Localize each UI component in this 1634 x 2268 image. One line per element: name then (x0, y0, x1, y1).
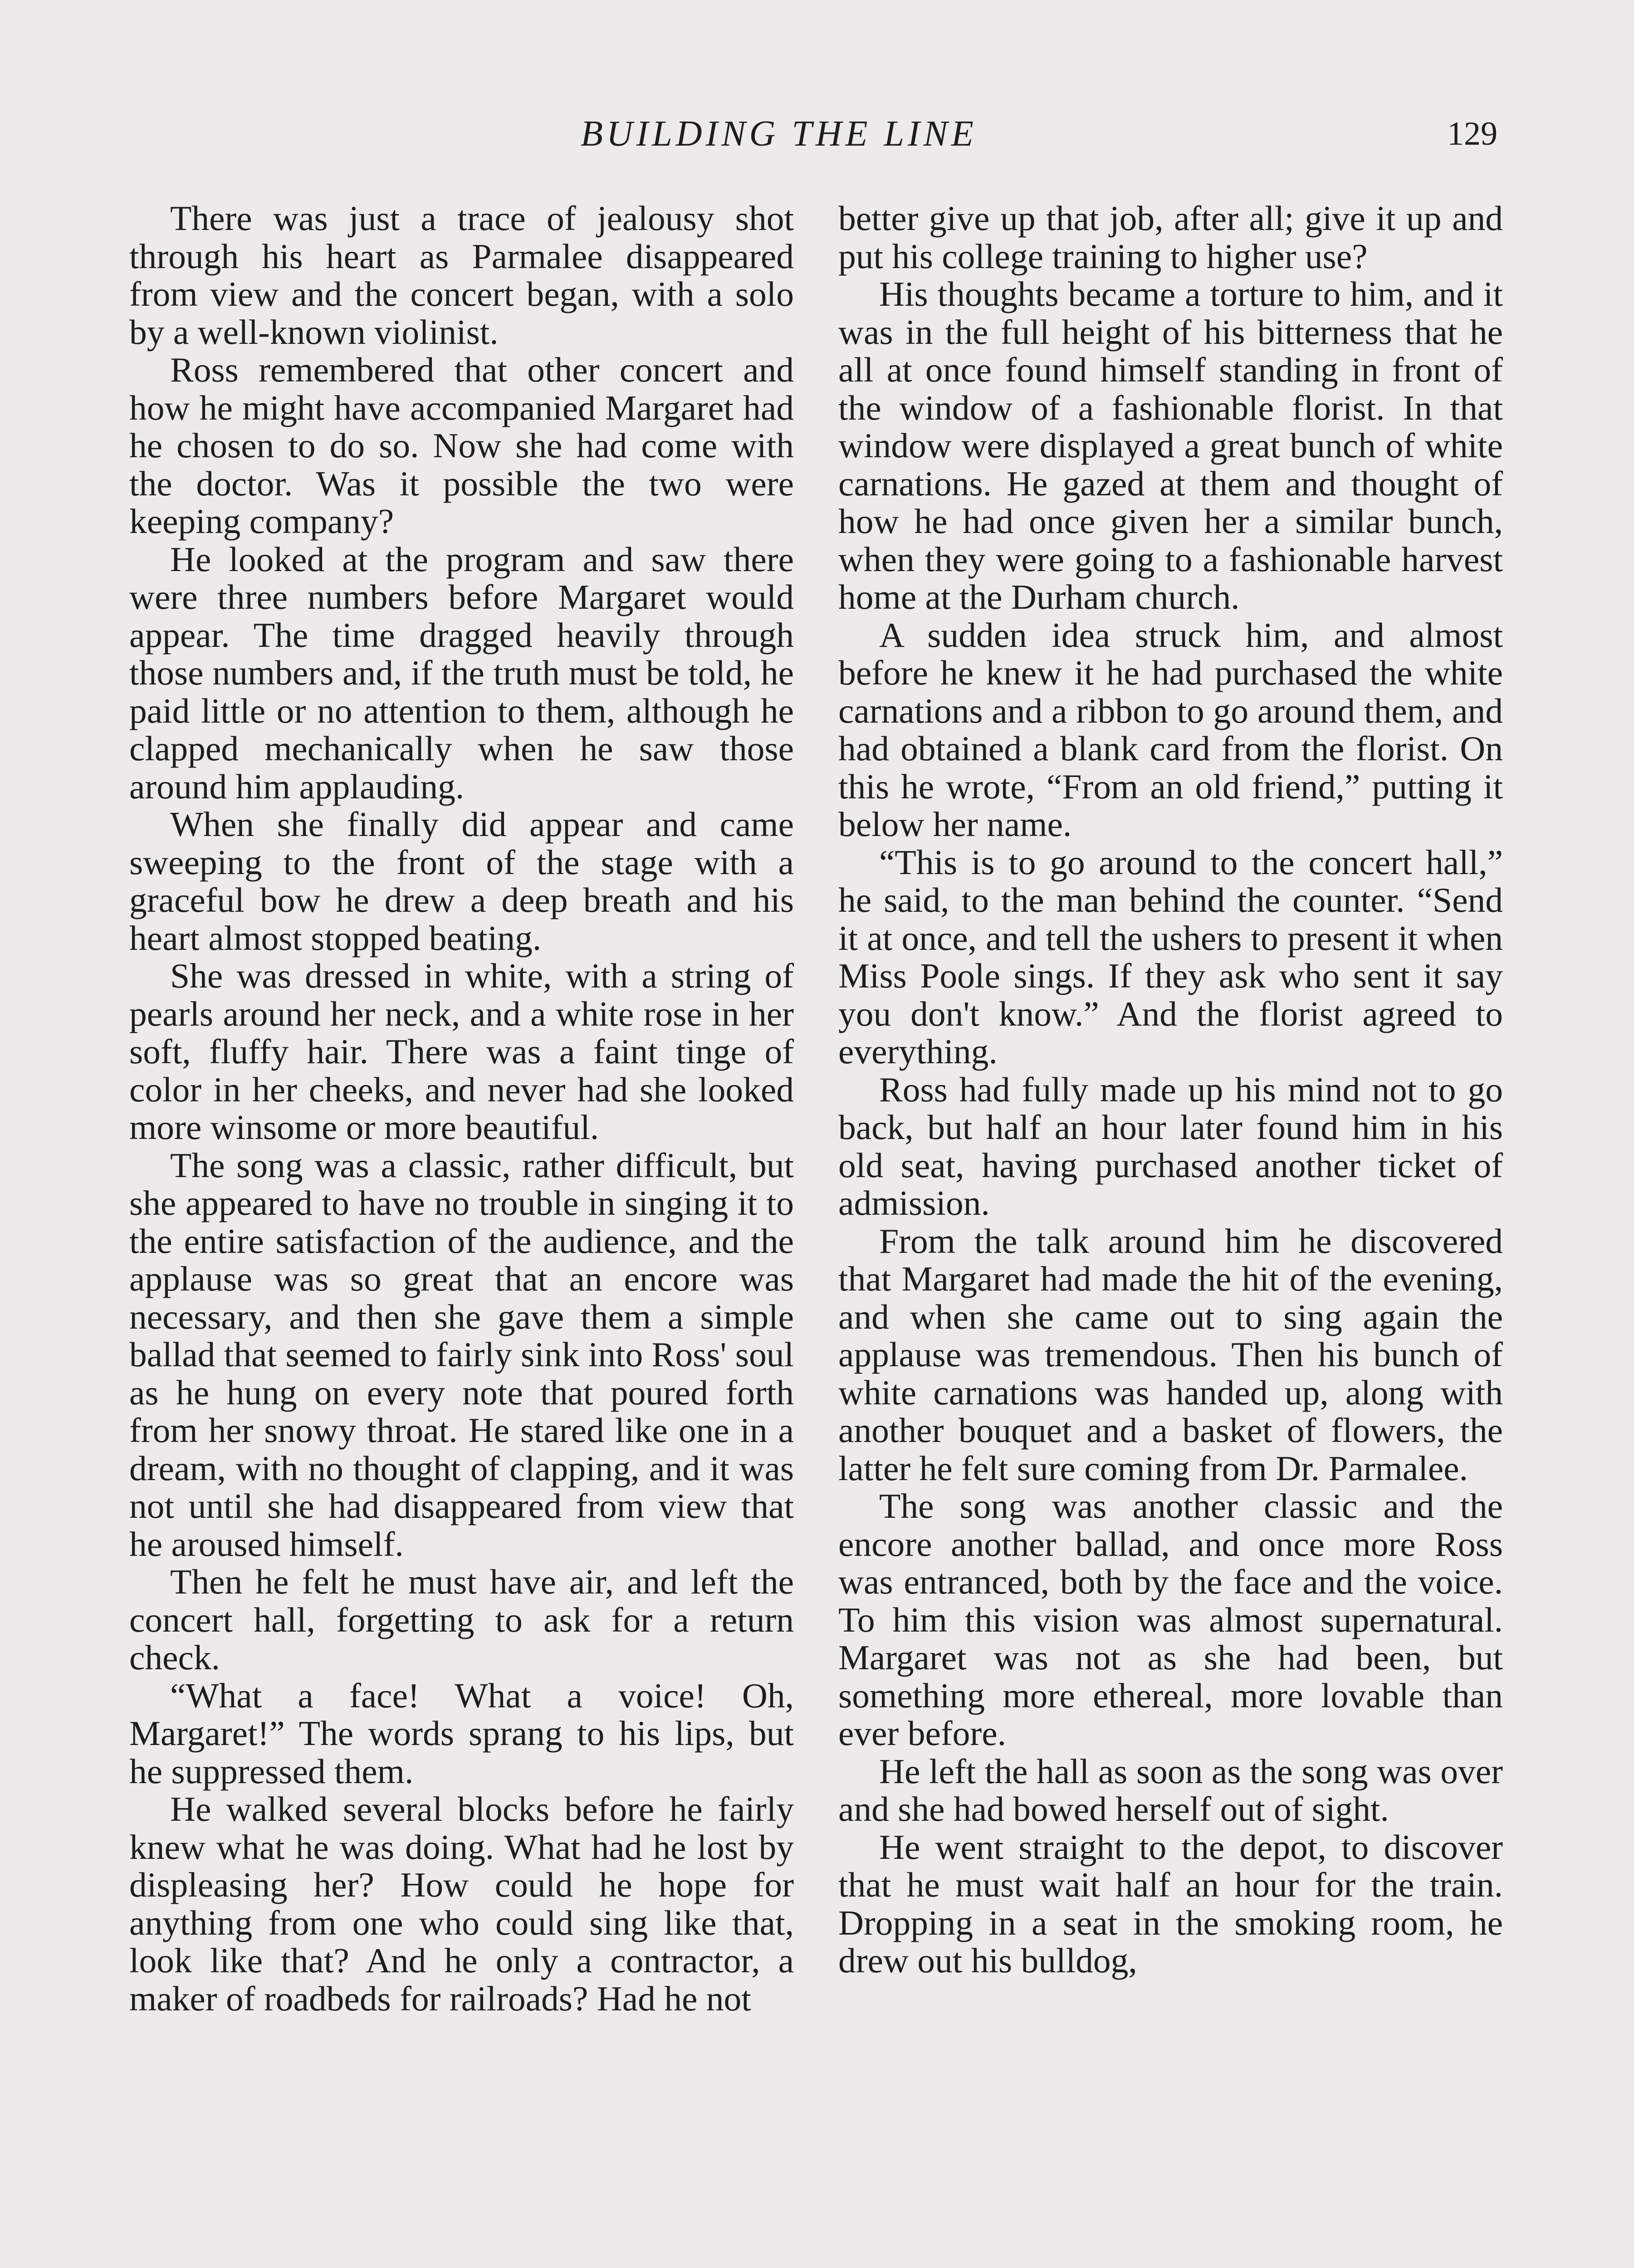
paragraph: Ross had fully made up his mind not to go back, but half an hour later found him in his old seat, having purchased another ticket of admission. (838, 1070, 1503, 1222)
right-column (838, 200, 1503, 1980)
page-number: 129 (1447, 115, 1497, 152)
paragraph: Ross remembered that other concert and how he might have accompanied Margaret had he chosen to do so. Now she had come with the doctor. Was it possible the two were keeping company? (129, 350, 794, 541)
paragraph: He went straight to the depot, to discover that he must wait half an hour for the train. Dropping in a seat in the smoking room, he drew out his bulldog, (838, 1827, 1503, 1980)
paragraph: He walked several blocks before he fairly knew what he was doing. What had he lost by displeasing her? How could he hope for anything from one who could sing like that, look like that? And he only a contractor, a maker of roadbeds for railroads? Had he not (129, 1789, 794, 2018)
paragraph: When she finally did appear and came sweeping to the front of the stage with a graceful bow he drew a deep breath and his heart almost stopped beating. (129, 805, 794, 958)
paragraph: Then he felt he must have air, and left the concert hall, forgetting to ask for a return check. (129, 1562, 794, 1677)
paragraph: There was just a trace of jealousy shot through his heart as Parmalee disappeared from view and the concert began, with a solo by a well-known violinist. (129, 199, 794, 352)
left-column (129, 200, 794, 2018)
paragraph: He looked at the program and saw there were three numbers before Margaret would appear. The time dragged heavily through those numbers and, if the truth must be told, he paid little or no attention to them, although he clapped mechanically when he saw those around him applauding. (129, 539, 794, 806)
paragraph: He left the hall as soon as the song was over and she had bowed herself out of sight. (838, 1751, 1503, 1828)
paragraph: The song was another classic and the encore another ballad, and once more Ross was entranced, both by the face and the voice. To him this vision was almost supernatural. Margaret was not as she had been, but something more ethereal, more lovable than ever before. (838, 1486, 1503, 1753)
running-title: BUILDING THE LINE (581, 114, 977, 154)
paragraph: The song was a classic, rather difficult, but she appeared to have no trouble in singing it to the entire satisfaction of the audience, and the applause was so great that an encore was necessary, and then she gave them a simple ballad that seemed to fairly sink into Ross' soul as he hung on every note that poured forth from her snowy throat. He stared like one in a dream, with no thought of clapping, and it was not until she had disappeared from view that he aroused himself. (129, 1145, 794, 1564)
paragraph: His thoughts became a torture to him, and it was in the full height of his bitterness that he all at once found himself standing in front of the window of a fashionable florist. In that window were displayed a great bunch of white carnations. He gazed at them and thought of how he had once given her a similar bunch, when they were going to a fashionable harvest home at the Durham church. (838, 274, 1503, 616)
paragraph: A sudden idea struck him, and almost before he knew it he had purchased the white carnations and a ribbon to go around them, and had obtained a blank card from the florist. On this he wrote, “From an old friend,” putting it below her name. (838, 615, 1503, 844)
paragraph: “This is to go around to the concert hall,” he said, to the man behind the counter. “Send it at once, and tell the ushers to present it when Miss Poole sings. If they ask who sent it say you don't know.” And the florist agreed to everything. (838, 842, 1503, 1071)
paragraph: She was dressed in white, with a string of pearls around her neck, and a white rose in her soft, fluffy hair. There was a faint tinge of color in her cheeks, and never had she looked more winsome or more beautiful. (129, 956, 794, 1147)
paragraph-continued: better give up that job, after all; give it up and put his college training to higher use? (838, 199, 1503, 276)
paragraph: From the talk around him he discovered that Margaret had made the hit of the evening, and when she came out to sing again the applause was tremendous. Then his bunch of white carnations was handed up, along with another bouquet and a basket of flowers, the latter he felt sure coming from Dr. Parmalee. (838, 1221, 1503, 1488)
paragraph: “What a face! What a voice! Oh, Margaret!” The words sprang to his lips, but he suppressed them. (129, 1676, 794, 1791)
